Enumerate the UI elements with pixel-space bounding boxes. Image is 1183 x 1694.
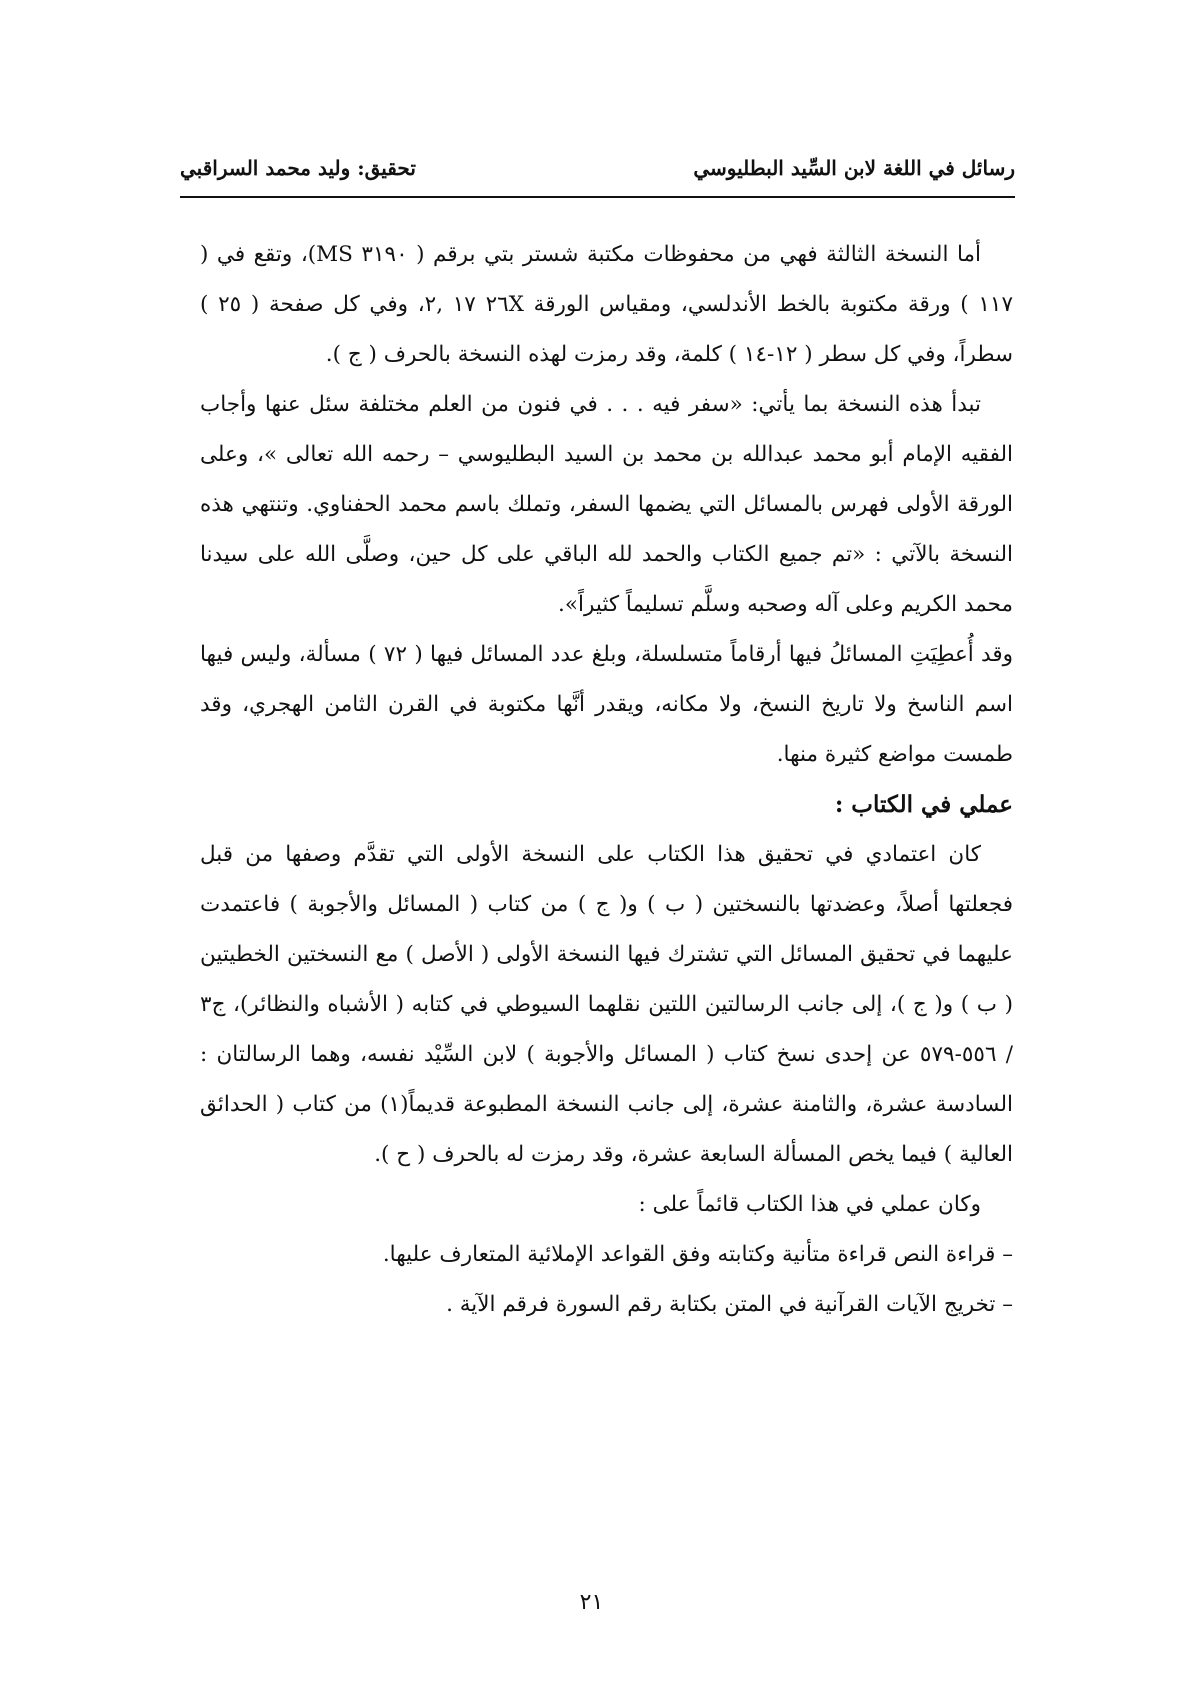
book-title: رسائل في اللغة لابن السِّيد البطليوسي	[693, 156, 1015, 180]
paragraph-manuscript-numbering: وقد أُعطِيَتِ المسائلُ فيها أرقاماً متسلسلة، وبلغ عدد المسائل فيها ( ٧٢ ) مسألة، وليس فيها اسم الناسخ ولا تاريخ النسخ، ولا مكانه، ويقدر أنَّها مكتوبة في القرن الثامن الهجري، وقد طمست مواضع كثيرة منها.	[200, 642, 1013, 767]
paragraph-manuscript-opening: تبدأ هذه النسخة بما يأتي: «سفر فيه . . . في فنون من العلم مختلفة سئل عنها وأجاب الفقيه الإمام أبو محمد عبدالله بن محمد بن السيد البطليوسي – رحمه الله تعالى »، وعلى الورقة الأولى فهرس بالمسائل التي يضمها السفر، وتملك باسم محمد الحفناوي. وتنتهي هذه النسخة بالآتي : «تم جميع الكتاب والحمد لله الباقي على كل حين، وصلَّى الله على سيدنا محمد الكريم وعلى آله وصحبه وسلَّم تسليماً كثيراً».	[200, 392, 1013, 617]
editor-credit: تحقيق: وليد محمد السراقبي	[180, 156, 416, 180]
paragraph-work-intro: وكان عملي في هذا الكتاب قائماً على :	[638, 1192, 981, 1217]
paragraph-third-manuscript: أما النسخة الثالثة فهي من محفوظات مكتبة شستر بتي برقم ( ٣١٩٠ MS)، وتقع في ( ١١٧ ) ورقة مكتوبة بالخط الأندلسي، ومقياس الورقة ٢٦X ١٧ ,٢، وفي كل صفحة ( ٢٥ ) سطراً، وفي كل سطر ( ١٢-١٤ ) كلمة، وقد رمزت لهذه النسخة بالحرف ( ج ).	[200, 242, 1013, 367]
list-item: – تخريج الآيات القرآنية في المتن بكتابة رقم السورة فرقم الآية .	[446, 1292, 1013, 1317]
paragraph-methodology: كان اعتمادي في تحقيق هذا الكتاب على النسخة الأولى التي تقدَّم وصفها من قبل فجعلتها أصلاً، وعضدتها بالنسختين ( ب ) و( ج ) من كتاب ( المسائل والأجوبة ) فاعتمدت عليهما في تحقيق المسائل التي تشترك فيها النسخة الأولى ( الأصل ) مع النسختين الخطيتين ( ب ) و( ج )، إلى جانب الرسالتين اللتين نقلهما السيوطي في كتابه ( الأشباه والنظائر)، ج٣ / ٥٥٦-٥٧٩ عن إحدى نسخ كتاب ( المسائل والأجوبة ) لابن السِّيْد نفسه، وهما الرسالتان : السادسة عشرة، والثامنة عشرة، إلى جانب النسخة المطبوعة قديماً(١) من كتاب ( الحدائق العالية ) فيما يخص المسألة السابعة عشرة، وقد رمزت له بالحرف ( ح ).	[200, 842, 1014, 1167]
main-text	[200, 230, 1013, 1330]
page-number: ٢١	[579, 1590, 604, 1615]
header-divider	[180, 196, 1015, 198]
list-item: – قراءة النص قراءة متأنية وكتابته وفق القواعد الإملائية المتعارف عليها.	[382, 1242, 1013, 1267]
running-header	[180, 150, 1015, 190]
section-heading: عملي في الكتاب :	[834, 791, 1013, 818]
